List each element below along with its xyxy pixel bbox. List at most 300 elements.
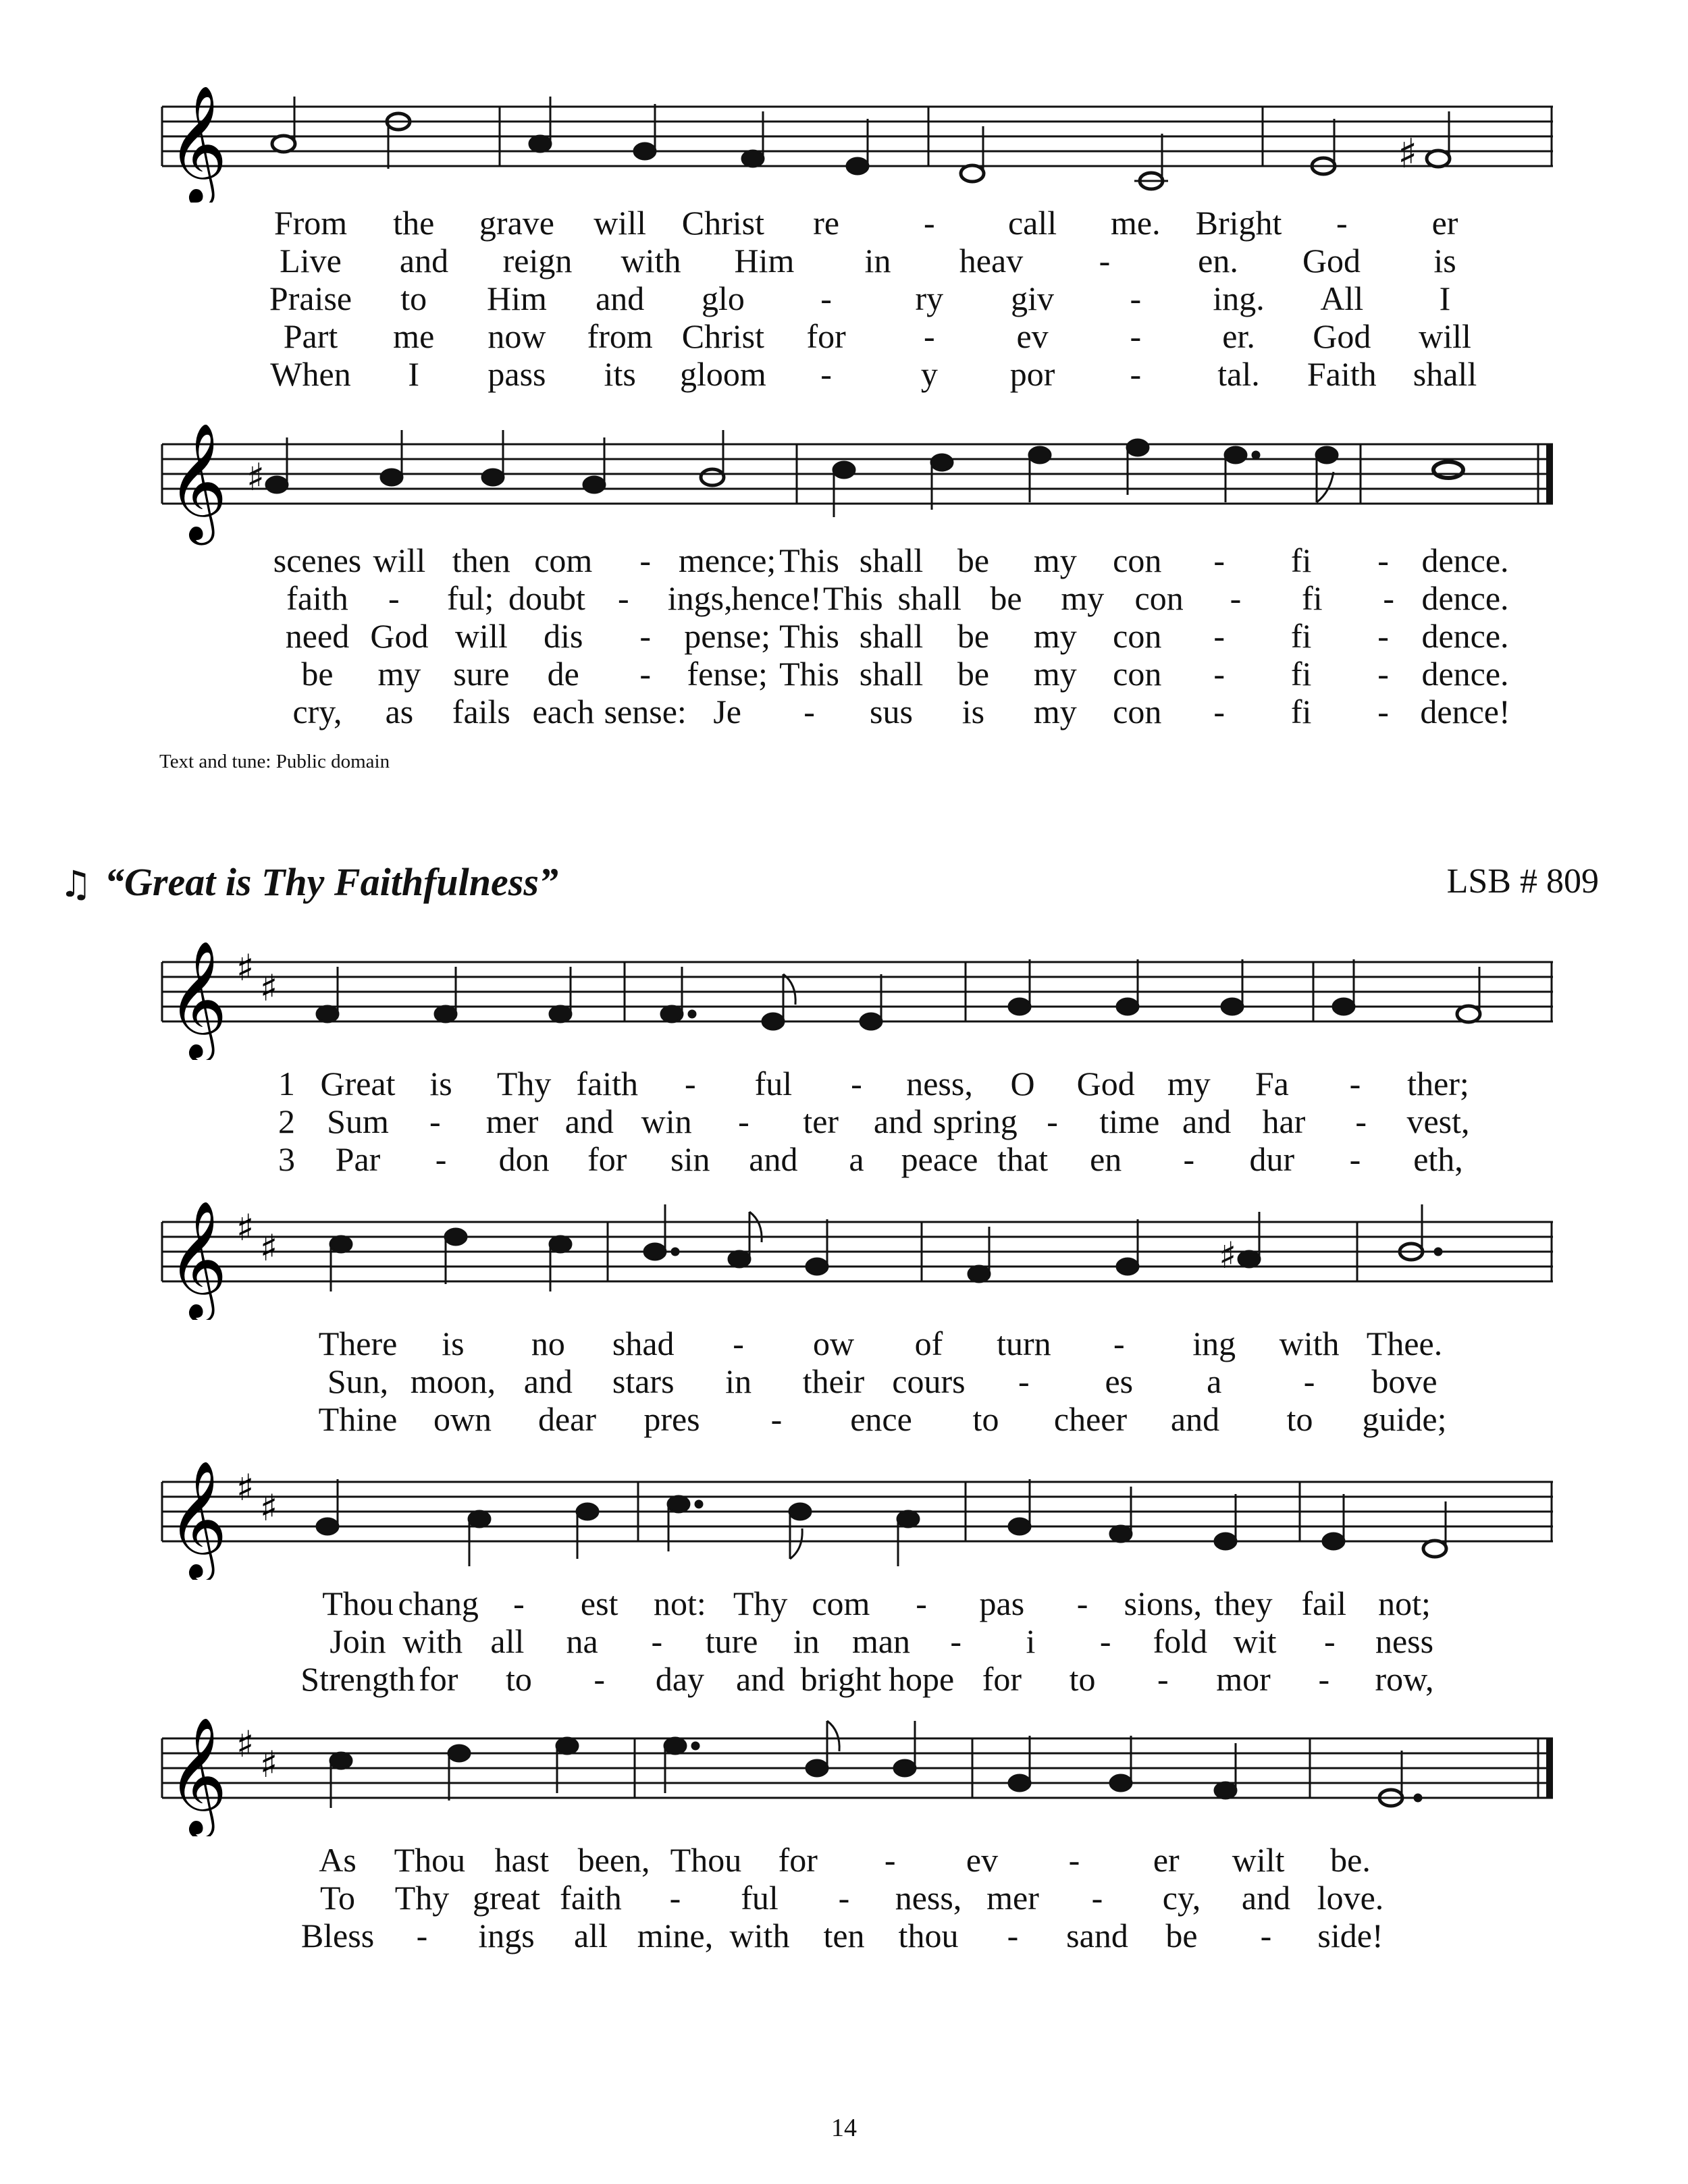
lyric-syllable: - xyxy=(513,1584,525,1622)
lyric-syllable: er xyxy=(1153,1841,1180,1879)
lyric-syllable: Live xyxy=(280,242,342,279)
lyric-syllable: scenes xyxy=(273,541,362,579)
lyric-syllable: as xyxy=(385,693,414,730)
lyric-syllable: side! xyxy=(1317,1917,1383,1954)
lyric-syllable: and xyxy=(523,1362,573,1400)
lyric-syllable: - xyxy=(1113,1325,1125,1362)
lyric-syllable: hast xyxy=(494,1841,549,1879)
lyric-syllable: sand xyxy=(1066,1917,1128,1954)
lyric-syllable: mence; xyxy=(678,541,776,579)
lyric-syllable: - xyxy=(884,1841,896,1879)
lyric-syllable: the xyxy=(393,204,435,242)
lyric-syllable: mor xyxy=(1216,1660,1271,1698)
lyric-syllable: Je xyxy=(713,693,741,730)
lyric-syllable: and xyxy=(736,1660,785,1698)
lyric-syllable: All xyxy=(1320,279,1364,317)
lyric-syllable: wit xyxy=(1233,1622,1277,1660)
lyric-syllable: to xyxy=(506,1660,532,1698)
lyric-syllable: be. xyxy=(1330,1841,1371,1879)
lyric-syllable: God xyxy=(1313,317,1371,355)
lyric-syllable: dence! xyxy=(1420,693,1510,730)
hymn-title: “Great is Thy Faithfulness” xyxy=(105,860,558,904)
lyric-syllable: ness, xyxy=(895,1879,962,1917)
lyric-syllable: pass xyxy=(487,355,546,393)
lyric-syllable: with xyxy=(729,1917,790,1954)
lyric-syllable: wilt xyxy=(1232,1841,1285,1879)
lyric-syllable: Thy xyxy=(394,1879,450,1917)
lyric-syllable: no xyxy=(531,1325,565,1362)
lyric-syllable: guide; xyxy=(1362,1400,1447,1438)
lyric-syllable: and xyxy=(873,1102,923,1140)
lyric-syllable: ness, xyxy=(906,1065,973,1102)
lyric-syllable: Sum xyxy=(327,1102,389,1140)
lyric-syllable: shall xyxy=(859,541,924,579)
lyric-syllable: - xyxy=(916,1584,927,1622)
lyric-syllable: man xyxy=(851,1622,911,1660)
lyric-syllable: ful xyxy=(754,1065,793,1102)
svg-text:𝄞: 𝄞 xyxy=(167,1717,228,1834)
lyric-syllable: cheer xyxy=(1053,1400,1128,1438)
lyric-syllable: they xyxy=(1214,1584,1273,1622)
treble-clef-icon: 𝄞 xyxy=(167,85,228,203)
svg-text:𝄞: 𝄞 xyxy=(167,940,228,1058)
lyric-syllable: ther; xyxy=(1407,1065,1469,1102)
lyric-syllable: - xyxy=(1007,1917,1019,1954)
lyric-syllable: - xyxy=(1377,655,1389,693)
lyric-syllable: I xyxy=(408,355,420,393)
lyric-syllable: - xyxy=(594,1660,606,1698)
lyric-syllable: - xyxy=(1323,1622,1336,1660)
lyric-syllable: - xyxy=(1076,1584,1088,1622)
svg-text:♯: ♯ xyxy=(260,1487,278,1529)
lyric-syllable: need xyxy=(285,617,350,655)
lyric-syllable: ry xyxy=(915,279,944,317)
staff-system xyxy=(0,405,1688,554)
lyric-syllable: and xyxy=(1182,1102,1232,1140)
lyric-syllable: its xyxy=(604,355,636,393)
lyric-syllable: hope xyxy=(889,1660,955,1698)
lyric-syllable: - xyxy=(1047,1102,1058,1140)
lyric-syllable: est xyxy=(580,1584,618,1622)
lyric-syllable: - xyxy=(1349,1140,1361,1178)
lyric-syllable: fi xyxy=(1302,579,1323,617)
lyric-syllable: my xyxy=(1033,693,1077,730)
lyric-syllable: fi xyxy=(1290,655,1312,693)
lyric-syllable: - xyxy=(1183,1140,1195,1178)
lyric-syllable: me xyxy=(393,317,435,355)
lyric-syllable: shall xyxy=(859,617,924,655)
lyric-syllable: na xyxy=(566,1622,598,1660)
lyric-syllable: Strength xyxy=(300,1660,415,1698)
lyric-syllable: en xyxy=(1090,1140,1122,1178)
lyric-syllable: Par xyxy=(335,1140,381,1178)
lyric-syllable: reign xyxy=(502,242,573,279)
lyric-syllable: - xyxy=(924,204,935,242)
lyric-syllable: - xyxy=(1213,693,1225,730)
lyric-syllable: com xyxy=(534,541,593,579)
lyric-syllable: sense: xyxy=(604,693,687,730)
page-number: 14 xyxy=(831,2114,857,2142)
lyric-syllable: ful; xyxy=(446,579,494,617)
lyric-syllable: Thou xyxy=(322,1584,394,1622)
svg-text:♯: ♯ xyxy=(260,1227,278,1269)
lyric-syllable: bright xyxy=(800,1660,882,1698)
lyric-syllable: that xyxy=(997,1140,1049,1178)
lyric-syllable: be xyxy=(957,541,990,579)
lyric-syllable: ence xyxy=(850,1400,912,1438)
music-note-icon: ♫ xyxy=(59,863,93,905)
lyric-syllable: been, xyxy=(577,1841,650,1879)
lyric-syllable: - xyxy=(1377,541,1389,579)
lyric-syllable: To xyxy=(319,1879,356,1917)
lyric-syllable: a xyxy=(1207,1362,1222,1400)
lyric-syllable: all xyxy=(490,1622,525,1660)
lyric-syllable: dence. xyxy=(1421,579,1509,617)
lyric-syllable: - xyxy=(950,1622,962,1660)
lyric-syllable: faith xyxy=(286,579,348,617)
lyric-syllable: - xyxy=(1099,1622,1111,1660)
lyric-syllable: ness xyxy=(1375,1622,1434,1660)
lyric-syllable: hence! xyxy=(731,579,822,617)
lyric-syllable: all xyxy=(574,1917,608,1954)
lyric-syllable: in xyxy=(864,242,891,279)
lyric-syllable: and xyxy=(596,279,645,317)
lyric-syllable: Part xyxy=(283,317,338,355)
lyric-syllable: y xyxy=(920,355,938,393)
lyric-syllable: - xyxy=(1018,1362,1030,1400)
lyric-syllable: is xyxy=(442,1325,465,1362)
lyric-syllable: Bright xyxy=(1195,204,1282,242)
lyric-syllable: shall xyxy=(859,655,924,693)
lyric-syllable: be xyxy=(301,655,334,693)
lyric-syllable: Praise xyxy=(269,279,352,317)
lyric-syllable: This xyxy=(779,655,840,693)
lyric-syllable: con xyxy=(1113,541,1162,579)
svg-text:♯: ♯ xyxy=(236,1723,255,1765)
lyric-syllable: fail xyxy=(1301,1584,1347,1622)
lyric-syllable: pres xyxy=(643,1400,700,1438)
lyric-syllable: This xyxy=(822,579,883,617)
lyric-syllable: win xyxy=(641,1102,692,1140)
lyric-syllable: - xyxy=(1230,579,1242,617)
lyric-syllable: Join xyxy=(329,1622,386,1660)
lyric-syllable: be xyxy=(957,617,990,655)
svg-text:♯: ♯ xyxy=(260,967,278,1009)
lyric-syllable: ow xyxy=(812,1325,855,1362)
verse-number: 1 xyxy=(278,1065,295,1102)
lyric-syllable: - xyxy=(820,279,832,317)
lyric-syllable: - xyxy=(770,1400,783,1438)
lyric-syllable: with xyxy=(1279,1325,1340,1362)
lyric-syllable: in xyxy=(793,1622,820,1660)
lyric-syllable: and xyxy=(1170,1400,1220,1438)
lyric-syllable: I xyxy=(1439,279,1451,317)
lyric-syllable: ful xyxy=(741,1879,779,1917)
lyric-syllable: - xyxy=(684,1065,696,1102)
lyric-syllable: fense; xyxy=(687,655,768,693)
svg-text:♯: ♯ xyxy=(246,456,265,500)
lyric-syllable: ev xyxy=(1016,317,1049,355)
lyric-syllable: - xyxy=(1383,579,1394,617)
lyric-syllable: Thou xyxy=(394,1841,466,1879)
lyric-syllable: i xyxy=(1026,1622,1036,1660)
lyric-syllable: - xyxy=(1130,279,1142,317)
lyric-syllable: Faith xyxy=(1307,355,1377,393)
lyric-syllable: for xyxy=(778,1841,818,1879)
lyric-syllable: - xyxy=(1336,204,1348,242)
svg-text:𝄞: 𝄞 xyxy=(167,1200,228,1318)
lyric-syllable: be xyxy=(957,655,990,693)
lyric-syllable: - xyxy=(733,1325,744,1362)
lyric-syllable: cry, xyxy=(292,693,342,730)
staff-system xyxy=(0,41,1688,203)
lyric-syllable: Sun, xyxy=(327,1362,389,1400)
lyric-syllable: peace xyxy=(901,1140,978,1178)
lyric-syllable: thou xyxy=(898,1917,959,1954)
lyric-syllable: - xyxy=(820,355,832,393)
lyric-syllable: Thy xyxy=(496,1065,552,1102)
lyric-syllable: Thy xyxy=(733,1584,788,1622)
lyric-syllable: Thine xyxy=(318,1400,398,1438)
staff-system xyxy=(0,925,1688,1060)
lyric-syllable: for xyxy=(806,317,846,355)
lyric-syllable: sin xyxy=(670,1140,710,1178)
lyric-syllable: ter xyxy=(803,1102,839,1140)
lyric-syllable: will xyxy=(594,204,647,242)
lyric-syllable: each xyxy=(532,693,595,730)
lyric-syllable: from xyxy=(587,317,653,355)
lyric-syllable: great xyxy=(473,1879,540,1917)
lyric-syllable: - xyxy=(851,1065,862,1102)
lyric-syllable: O xyxy=(1010,1065,1035,1102)
lyric-syllable: Bless xyxy=(300,1917,375,1954)
lyric-syllable: sus xyxy=(870,693,913,730)
lyric-syllable: not: xyxy=(654,1584,706,1622)
lyric-syllable: God xyxy=(1302,242,1361,279)
lyric-syllable: for xyxy=(587,1140,627,1178)
svg-text:𝄞: 𝄞 xyxy=(167,423,228,540)
lyric-syllable: - xyxy=(1157,1660,1169,1698)
lyric-syllable: then xyxy=(452,541,510,579)
lyric-syllable: fi xyxy=(1290,693,1312,730)
lyric-syllable: - xyxy=(429,1102,441,1140)
lyric-syllable: - xyxy=(803,693,815,730)
lyric-syllable: and xyxy=(399,242,449,279)
lyric-syllable: ing xyxy=(1192,1325,1236,1362)
lyric-syllable: of xyxy=(914,1325,943,1362)
lyric-syllable: - xyxy=(388,579,400,617)
svg-text:♯: ♯ xyxy=(236,1206,255,1249)
lyric-syllable: sions, xyxy=(1124,1584,1202,1622)
lyric-syllable: faith xyxy=(560,1879,622,1917)
lyric-syllable: dence. xyxy=(1421,617,1509,655)
svg-text:♯: ♯ xyxy=(236,947,255,989)
lyric-syllable: - xyxy=(924,317,935,355)
lyric-syllable: will xyxy=(373,541,426,579)
lyric-syllable: grave xyxy=(479,204,554,242)
lyric-syllable: - xyxy=(651,1622,663,1660)
lyric-syllable: dis xyxy=(544,617,583,655)
lyric-syllable: Him xyxy=(734,242,795,279)
lyric-syllable: their xyxy=(802,1362,865,1400)
lyric-syllable: mer xyxy=(986,1879,1039,1917)
lyric-syllable: will xyxy=(454,617,508,655)
lyric-syllable: ten xyxy=(823,1917,865,1954)
verse-number: 3 xyxy=(278,1140,295,1178)
lyric-syllable: - xyxy=(738,1102,749,1140)
lyric-syllable: eth, xyxy=(1413,1140,1463,1178)
lyric-syllable: de xyxy=(547,655,579,693)
lyric-syllable: row, xyxy=(1375,1660,1434,1698)
lyric-syllable: dear xyxy=(537,1400,597,1438)
lyric-syllable: - xyxy=(1318,1660,1330,1698)
lyric-syllable: - xyxy=(1091,1879,1103,1917)
lyric-syllable: turn xyxy=(997,1325,1051,1362)
lyric-syllable: From xyxy=(273,204,348,242)
lyric-syllable: Thee. xyxy=(1366,1325,1443,1362)
lyric-syllable: is xyxy=(1433,242,1456,279)
lyric-syllable: bove xyxy=(1371,1362,1438,1400)
lyric-syllable: Christ xyxy=(681,204,765,242)
lyric-syllable: con xyxy=(1113,693,1162,730)
lyric-syllable: - xyxy=(639,541,652,579)
lyric-syllable: faith xyxy=(576,1065,639,1102)
lyric-syllable: is xyxy=(961,693,985,730)
lyric-syllable: God xyxy=(370,617,429,655)
lyric-syllable: com xyxy=(812,1584,870,1622)
lyric-syllable: - xyxy=(639,655,652,693)
lyric-syllable: time xyxy=(1099,1102,1160,1140)
lyric-syllable: - xyxy=(1130,317,1142,355)
lyric-syllable: - xyxy=(1068,1841,1080,1879)
lyric-syllable: my xyxy=(1033,655,1077,693)
lyric-syllable: with xyxy=(402,1622,463,1660)
notes xyxy=(272,97,1450,189)
lyric-syllable: own xyxy=(433,1400,492,1438)
lyric-syllable: me. xyxy=(1111,204,1161,242)
lyric-syllable: ing. xyxy=(1213,279,1265,317)
lyric-syllable: now xyxy=(487,317,546,355)
lyric-syllable: love. xyxy=(1317,1879,1384,1917)
lyric-syllable: moon, xyxy=(410,1362,496,1400)
lyric-syllable: gloom xyxy=(680,355,766,393)
lyric-syllable: - xyxy=(435,1140,447,1178)
lyric-syllable: not; xyxy=(1378,1584,1431,1622)
lyric-syllable: - xyxy=(1260,1917,1272,1954)
lyric-syllable: There xyxy=(318,1325,398,1362)
lyric-syllable: - xyxy=(639,617,652,655)
lyric-syllable: my xyxy=(1061,579,1105,617)
lyric-syllable: a xyxy=(849,1140,864,1178)
lyric-syllable: spring xyxy=(932,1102,1018,1140)
lyric-syllable: Fa xyxy=(1255,1065,1289,1102)
lyric-syllable: for xyxy=(419,1660,458,1698)
lyric-syllable: con xyxy=(1113,617,1162,655)
lyric-syllable: re xyxy=(813,204,840,242)
svg-text:♯: ♯ xyxy=(1219,1234,1237,1277)
lyric-syllable: - xyxy=(1377,617,1389,655)
lyric-syllable: vest, xyxy=(1406,1102,1470,1140)
lyric-syllable: to xyxy=(1069,1660,1096,1698)
staff-system xyxy=(0,1445,1688,1580)
lyric-syllable: day xyxy=(655,1660,705,1698)
lyric-syllable: dence. xyxy=(1421,655,1509,693)
lyric-syllable: - xyxy=(1377,693,1389,730)
lyric-syllable: This xyxy=(779,617,840,655)
svg-text:♯: ♯ xyxy=(236,1466,255,1509)
lyric-syllable: is xyxy=(429,1065,452,1102)
lyric-syllable: my xyxy=(1167,1065,1211,1102)
lyric-syllable: in xyxy=(725,1362,752,1400)
lyric-syllable: - xyxy=(1213,617,1225,655)
lyric-syllable: - xyxy=(1303,1362,1315,1400)
staff-system xyxy=(0,1185,1688,1320)
lyric-syllable: pense; xyxy=(684,617,771,655)
lyric-syllable: shall xyxy=(1413,355,1477,393)
lyric-syllable: heav xyxy=(959,242,1024,279)
credit-line: Text and tune: Public domain xyxy=(159,751,390,772)
lyric-syllable: Great xyxy=(320,1065,396,1102)
lyric-syllable: When xyxy=(270,355,351,393)
lyric-syllable: stars xyxy=(612,1362,675,1400)
lyric-syllable: - xyxy=(618,579,629,617)
lyric-syllable: - xyxy=(1213,655,1225,693)
lyric-syllable: my xyxy=(377,655,421,693)
lyric-syllable: my xyxy=(1033,541,1077,579)
lyric-syllable: giv xyxy=(1011,279,1055,317)
lyric-syllable: - xyxy=(1349,1065,1361,1102)
lyric-syllable: and xyxy=(1241,1879,1291,1917)
lyric-syllable: fails xyxy=(452,693,510,730)
lyric-syllable: con xyxy=(1113,655,1162,693)
lyric-syllable: - xyxy=(838,1879,850,1917)
hymn-number: LSB # 809 xyxy=(1446,862,1599,901)
lyric-syllable: to xyxy=(972,1400,999,1438)
lyric-syllable: mer xyxy=(485,1102,539,1140)
lyric-syllable: to xyxy=(1286,1400,1313,1438)
lyric-syllable: - xyxy=(1355,1102,1367,1140)
lyric-syllable: mine, xyxy=(637,1917,714,1954)
lyric-syllable: er xyxy=(1431,204,1458,242)
lyric-syllable: - xyxy=(1099,242,1111,279)
lyric-syllable: shall xyxy=(897,579,961,617)
lyric-syllable: ev xyxy=(966,1841,999,1879)
staff-system xyxy=(0,1701,1688,1836)
lyric-syllable: pas xyxy=(979,1584,1025,1622)
lyric-syllable: As xyxy=(319,1841,357,1879)
lyric-syllable: - xyxy=(1130,355,1142,393)
lyric-syllable: - xyxy=(669,1879,681,1917)
lyric-syllable: dence. xyxy=(1421,541,1509,579)
lyric-syllable: will xyxy=(1419,317,1471,355)
lyric-syllable: chang xyxy=(398,1584,479,1622)
lyric-syllable: for xyxy=(982,1660,1022,1698)
lyric-syllable: ture xyxy=(705,1622,758,1660)
lyric-syllable: cy, xyxy=(1162,1879,1201,1917)
lyric-syllable: fold xyxy=(1153,1622,1208,1660)
lyric-syllable: call xyxy=(1007,204,1057,242)
lyric-syllable: and xyxy=(564,1102,614,1140)
lyric-syllable: sure xyxy=(453,655,510,693)
lyric-syllable: tal. xyxy=(1217,355,1260,393)
verse-number: 2 xyxy=(278,1102,295,1140)
lyric-syllable: fi xyxy=(1290,541,1312,579)
svg-text:♯: ♯ xyxy=(260,1743,278,1786)
lyric-syllable: cours xyxy=(892,1362,966,1400)
lyric-syllable: dur xyxy=(1249,1140,1295,1178)
lyric-syllable: to xyxy=(400,279,427,317)
lyric-syllable: shad xyxy=(612,1325,675,1362)
